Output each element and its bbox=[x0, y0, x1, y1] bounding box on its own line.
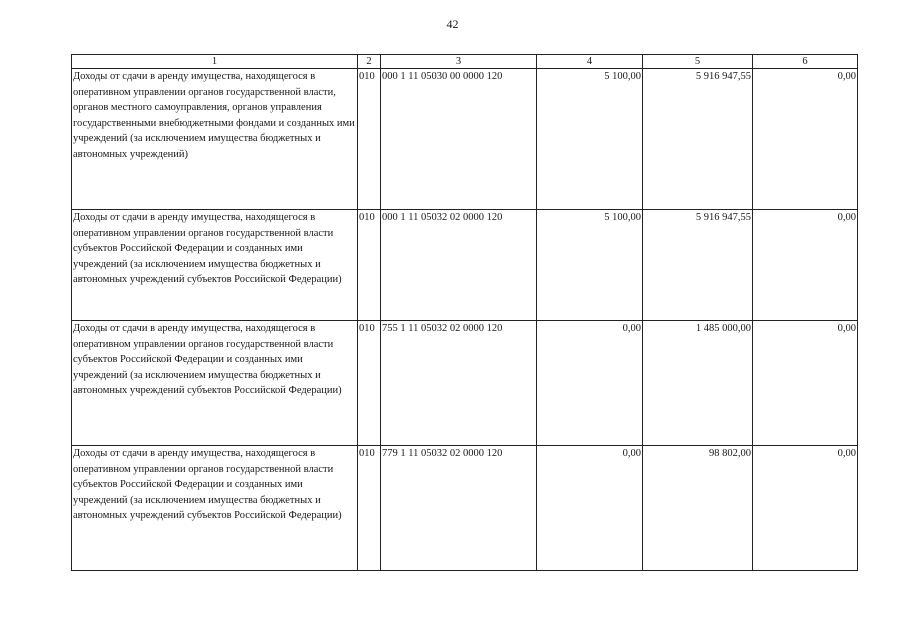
column-header-2: 2 bbox=[358, 55, 381, 69]
row-description: Доходы от сдачи в аренду имущества, находящегося в оперативном управлении органов государственной власти субъектов Российской Федерации и созданных ими учреждений (за исключением имущества бюджетных и автономных учреждений субъектов Российской Федерации) bbox=[72, 446, 358, 571]
row-value-col5: 1 485 000,00 bbox=[643, 321, 753, 446]
revenue-table bbox=[71, 54, 858, 571]
column-header-6: 6 bbox=[753, 55, 858, 69]
row-budget-code: 779 1 11 05032 02 0000 120 bbox=[381, 446, 537, 571]
table-row bbox=[72, 321, 858, 446]
row-admin-code: 010 bbox=[358, 446, 381, 571]
row-description: Доходы от сдачи в аренду имущества, находящегося в оперативном управлении органов государственной власти субъектов Российской Федерации и созданных ими учреждений (за исключением имущества бюджетных и автономных учреждений субъектов Российской Федерации) bbox=[72, 321, 358, 446]
row-value-col6: 0,00 bbox=[753, 321, 858, 446]
row-value-col5: 5 916 947,55 bbox=[643, 210, 753, 321]
row-description: Доходы от сдачи в аренду имущества, находящегося в оперативном управлении органов государственной власти субъектов Российской Федерации и созданных ими учреждений (за исключением имущества бюджетных и автономных учреждений субъектов Российской Федерации) bbox=[72, 210, 358, 321]
row-budget-code: 000 1 11 05032 02 0000 120 bbox=[381, 210, 537, 321]
table-header-row bbox=[72, 55, 858, 69]
row-budget-code: 000 1 11 05030 00 0000 120 bbox=[381, 69, 537, 210]
row-budget-code: 755 1 11 05032 02 0000 120 bbox=[381, 321, 537, 446]
row-value-col6: 0,00 bbox=[753, 69, 858, 210]
table-row bbox=[72, 446, 858, 571]
row-value-col4: 5 100,00 bbox=[537, 210, 643, 321]
row-value-col4: 0,00 bbox=[537, 446, 643, 571]
row-value-col5: 5 916 947,55 bbox=[643, 69, 753, 210]
row-value-col6: 0,00 bbox=[753, 446, 858, 571]
row-value-col6: 0,00 bbox=[753, 210, 858, 321]
column-header-3: 3 bbox=[381, 55, 537, 69]
column-header-5: 5 bbox=[643, 55, 753, 69]
row-admin-code: 010 bbox=[358, 69, 381, 210]
table-row bbox=[72, 210, 858, 321]
row-value-col5: 98 802,00 bbox=[643, 446, 753, 571]
row-value-col4: 5 100,00 bbox=[537, 69, 643, 210]
page-number: 42 bbox=[446, 17, 459, 31]
table-row bbox=[72, 69, 858, 210]
row-admin-code: 010 bbox=[358, 321, 381, 446]
column-header-1: 1 bbox=[72, 55, 358, 69]
column-header-4: 4 bbox=[537, 55, 643, 69]
row-description: Доходы от сдачи в аренду имущества, находящегося в оперативном управлении органов государственной власти, органов местного самоуправления, органов управления государственными внебюджетными фондами и созданных ими учреждений (за исключением имущества бюджетных и автономных учреждений) bbox=[72, 69, 358, 210]
row-admin-code: 010 bbox=[358, 210, 381, 321]
row-value-col4: 0,00 bbox=[537, 321, 643, 446]
